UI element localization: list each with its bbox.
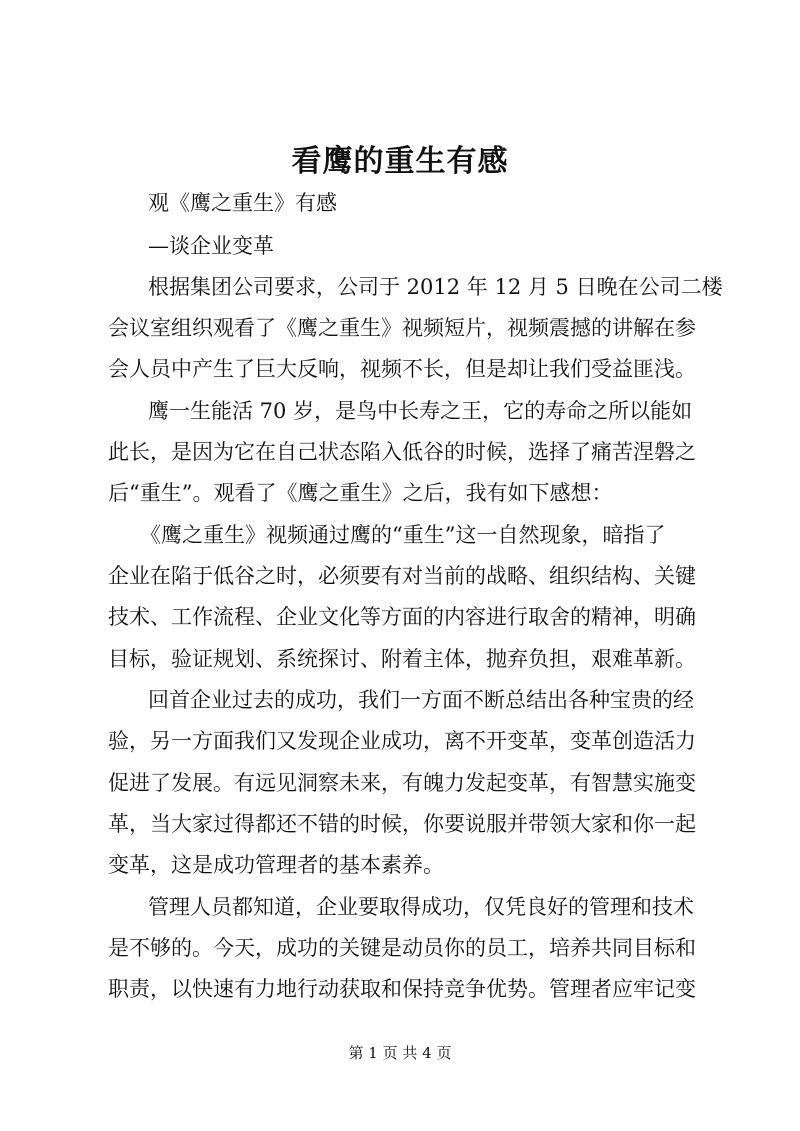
- paragraph-line: 根据集团公司要求，公司于 2012 年 12 月 5 日晚在公司二楼: [148, 275, 723, 299]
- page-number-footer: 第 1 页 共 4 页: [348, 1044, 452, 1062]
- paragraph-line: 《鹰之重生》视频通过鹰的“重生”这一自然现象，暗指了: [140, 523, 666, 547]
- paragraph-line: 革，当大家过得都还不错的时候，你要说服并带领大家和你一起: [108, 812, 696, 836]
- paragraph-line: 验，另一方面我们又发现企业成功，离不开变革，变革创造活力: [108, 729, 696, 753]
- subtitle-line: 观《鹰之重生》有感: [148, 191, 337, 215]
- paragraph-line: 鹰一生能活 70 岁，是鸟中长寿之王，它的寿命之所以能如: [148, 399, 693, 423]
- paragraph-line: 会议室组织观看了《鹰之重生》视频短片，视频震撼的讲解在参: [108, 316, 696, 340]
- paragraph-line: 会人员中产生了巨大反响，视频不长，但是却让我们受益匪浅。: [108, 357, 696, 381]
- paragraph-line: 是不够的。今天，成功的关键是动员你的员工，培养共同目标和: [108, 936, 696, 960]
- paragraph-line: 职责，以快速有力地行动获取和保持竞争优势。管理者应牢记变: [108, 977, 696, 1001]
- paragraph-line: 回首企业过去的成功，我们一方面不断总结出各种宝贵的经: [148, 688, 694, 712]
- subtitle-line: —谈企业变革: [148, 234, 274, 258]
- document-title: 看鹰的重生有感: [291, 144, 509, 179]
- paragraph-line: 目标，验证规划、系统探讨、附着主体，抛弃负担，艰难革新。: [108, 647, 696, 671]
- paragraph-line: 此长，是因为它在自己状态陷入低谷的时候，选择了痛苦涅磐之: [108, 440, 696, 464]
- paragraph-line: 促进了发展。有远见洞察未来，有魄力发起变革，有智慧实施变: [108, 771, 696, 795]
- paragraph-line: 后“重生”。观看了《鹰之重生》之后，我有如下感想：: [108, 481, 613, 505]
- paragraph-line: 企业在陷于低谷之时，必须要有对当前的战略、组织结构、关键: [108, 564, 696, 588]
- paragraph-line: 变革，这是成功管理者的基本素养。: [108, 853, 444, 877]
- paragraph-line: 技术、工作流程、企业文化等方面的内容进行取舍的精神，明确: [108, 605, 696, 629]
- paragraph-line: 管理人员都知道，企业要取得成功，仅凭良好的管理和技术: [148, 895, 694, 919]
